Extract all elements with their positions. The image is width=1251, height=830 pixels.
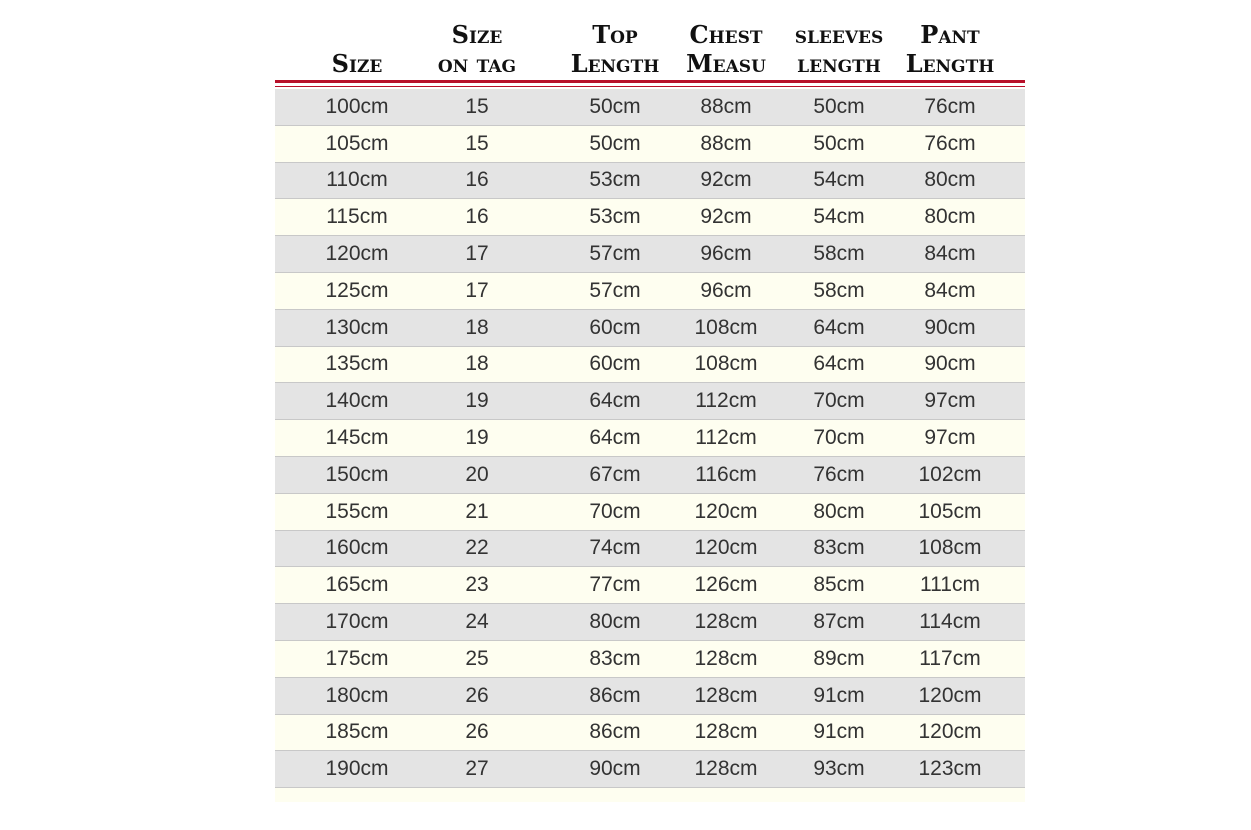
cell-size-on-tag: 17 xyxy=(465,242,489,266)
cell-size-on-tag: 15 xyxy=(465,94,489,118)
cell-top-length: 80cm xyxy=(589,610,641,634)
cell-size-on-tag: 26 xyxy=(465,683,489,707)
cell-size: 105cm xyxy=(325,131,389,155)
cell-size: 100cm xyxy=(325,94,389,118)
cell-size-on-tag: 26 xyxy=(465,720,489,744)
cell-top-length: 60cm xyxy=(589,315,641,339)
cell-size: 120cm xyxy=(325,242,389,266)
cell-pant-length: 97cm xyxy=(924,426,976,450)
column-header-line1: Size xyxy=(331,49,383,78)
cell-size-on-tag: 20 xyxy=(465,462,489,486)
cell-chest-measurement: 116cm xyxy=(695,462,757,486)
cell-top-length: 74cm xyxy=(589,536,641,560)
cell-sleeves-length: 91cm xyxy=(813,683,865,707)
cell-pant-length: 108cm xyxy=(918,536,982,560)
cell-top-length: 50cm xyxy=(589,131,641,155)
cell-size: 130cm xyxy=(325,315,389,339)
cell-sleeves-length: 58cm xyxy=(813,242,865,266)
cell-size: 125cm xyxy=(325,278,389,302)
cell-chest-measurement: 112cm xyxy=(695,426,757,450)
column-header-sleeves-length xyxy=(782,20,897,78)
cell-size: 145cm xyxy=(325,426,389,450)
cell-size: 180cm xyxy=(325,683,389,707)
cell-chest-measurement: 120cm xyxy=(694,536,758,560)
column-header-line1: Pant xyxy=(920,20,980,49)
cell-sleeves-length: 80cm xyxy=(813,499,865,523)
column-header-line1: sleeves xyxy=(794,20,884,49)
cell-chest-measurement: 92cm xyxy=(700,205,752,229)
table-row xyxy=(275,163,1025,200)
table-row xyxy=(275,457,1025,494)
column-header-line2: length xyxy=(797,49,881,78)
cell-top-length: 83cm xyxy=(589,646,641,670)
cell-chest-measurement: 108cm xyxy=(694,315,758,339)
cell-pant-length: 80cm xyxy=(924,168,976,192)
cell-sleeves-length: 58cm xyxy=(813,278,865,302)
cell-sleeves-length: 50cm xyxy=(813,94,865,118)
cell-size-on-tag: 18 xyxy=(465,352,489,376)
table-row xyxy=(275,273,1025,310)
table-row xyxy=(275,531,1025,568)
cell-size: 110cm xyxy=(326,168,388,192)
cell-top-length: 60cm xyxy=(589,352,641,376)
cell-size: 165cm xyxy=(325,573,389,597)
cell-pant-length: 105cm xyxy=(918,499,982,523)
cell-top-length: 50cm xyxy=(589,94,641,118)
table-row xyxy=(275,641,1025,678)
cell-size-on-tag: 19 xyxy=(465,426,489,450)
cell-chest-measurement: 96cm xyxy=(700,242,752,266)
cell-pant-length: 90cm xyxy=(924,352,976,376)
cell-chest-measurement: 112cm xyxy=(695,389,757,413)
cell-sleeves-length: 89cm xyxy=(813,646,865,670)
cell-size: 155cm xyxy=(325,499,389,523)
cell-chest-measurement: 92cm xyxy=(700,168,752,192)
cell-size: 175cm xyxy=(325,646,389,670)
size-chart-header xyxy=(275,18,1025,83)
cell-sleeves-length: 93cm xyxy=(813,757,865,781)
cell-sleeves-length: 70cm xyxy=(813,389,865,413)
cell-top-length: 64cm xyxy=(589,426,641,450)
table-row xyxy=(275,347,1025,384)
cell-top-length: 53cm xyxy=(589,205,641,229)
cell-top-length: 53cm xyxy=(589,168,641,192)
cell-chest-measurement: 88cm xyxy=(700,131,752,155)
column-header-chest-measurement xyxy=(671,20,781,78)
column-header-size xyxy=(287,49,427,78)
table-row xyxy=(275,678,1025,715)
cell-pant-length: 114cm xyxy=(919,610,981,634)
cell-chest-measurement: 88cm xyxy=(700,94,752,118)
cell-sleeves-length: 70cm xyxy=(813,426,865,450)
cell-sleeves-length: 87cm xyxy=(813,610,865,634)
table-row xyxy=(275,126,1025,163)
cell-top-length: 90cm xyxy=(589,757,641,781)
cell-chest-measurement: 108cm xyxy=(694,352,758,376)
cell-sleeves-length: 83cm xyxy=(813,536,865,560)
table-row xyxy=(275,420,1025,457)
cell-pant-length: 76cm xyxy=(924,94,976,118)
cell-sleeves-length: 64cm xyxy=(813,315,865,339)
column-header-line1: Size xyxy=(451,20,503,49)
cell-pant-length: 84cm xyxy=(924,278,976,302)
column-header-line1: Top xyxy=(592,20,638,49)
cell-sleeves-length: 85cm xyxy=(813,573,865,597)
cell-size: 135cm xyxy=(325,352,389,376)
column-header-size-on-tag xyxy=(422,20,532,78)
table-row xyxy=(275,383,1025,420)
cell-size: 185cm xyxy=(325,720,389,744)
cell-chest-measurement: 128cm xyxy=(694,757,758,781)
cell-size: 160cm xyxy=(325,536,389,560)
column-header-line2: on tag xyxy=(437,49,517,78)
cell-size-on-tag: 21 xyxy=(465,499,489,523)
cell-chest-measurement: 120cm xyxy=(694,499,758,523)
cell-size-on-tag: 18 xyxy=(465,315,489,339)
cell-pant-length: 90cm xyxy=(924,315,976,339)
cell-chest-measurement: 128cm xyxy=(694,610,758,634)
cell-top-length: 57cm xyxy=(589,242,641,266)
cell-top-length: 77cm xyxy=(589,573,641,597)
column-header-top-length xyxy=(560,20,670,78)
cell-size-on-tag: 24 xyxy=(465,610,489,634)
table-row xyxy=(275,199,1025,236)
size-chart xyxy=(275,18,1025,802)
table-row xyxy=(275,89,1025,126)
cell-size-on-tag: 19 xyxy=(465,389,489,413)
cell-pant-length: 123cm xyxy=(918,757,982,781)
cell-pant-length: 120cm xyxy=(918,683,982,707)
cell-pant-length: 76cm xyxy=(924,131,976,155)
cell-size-on-tag: 17 xyxy=(465,278,489,302)
column-header-line2: Length xyxy=(905,49,995,78)
cell-pant-length: 120cm xyxy=(918,720,982,744)
cell-top-length: 86cm xyxy=(589,720,641,744)
cell-size: 150cm xyxy=(325,462,389,486)
table-row xyxy=(275,494,1025,531)
cell-top-length: 64cm xyxy=(589,389,641,413)
table-row xyxy=(275,715,1025,752)
cell-pant-length: 80cm xyxy=(924,205,976,229)
cell-size-on-tag: 15 xyxy=(465,131,489,155)
cell-sleeves-length: 50cm xyxy=(813,131,865,155)
cell-sleeves-length: 64cm xyxy=(813,352,865,376)
cell-pant-length: 97cm xyxy=(924,389,976,413)
cell-chest-measurement: 96cm xyxy=(700,278,752,302)
cell-sleeves-length: 54cm xyxy=(813,168,865,192)
cell-top-length: 67cm xyxy=(589,462,641,486)
cell-chest-measurement: 126cm xyxy=(694,573,758,597)
cell-chest-measurement: 128cm xyxy=(694,720,758,744)
cell-size: 170cm xyxy=(325,610,389,634)
cell-pant-length: 111cm xyxy=(920,573,980,597)
cell-sleeves-length: 76cm xyxy=(813,462,865,486)
cell-size-on-tag: 25 xyxy=(465,646,489,670)
cell-pant-length: 102cm xyxy=(918,462,982,486)
cell-size-on-tag: 22 xyxy=(465,536,489,560)
cell-sleeves-length: 91cm xyxy=(813,720,865,744)
column-header-line1: Chest xyxy=(689,20,763,49)
column-header-line2: Length xyxy=(570,49,660,78)
cell-sleeves-length: 54cm xyxy=(813,205,865,229)
table-row xyxy=(275,310,1025,347)
cell-size: 140cm xyxy=(325,389,389,413)
cell-top-length: 86cm xyxy=(589,683,641,707)
size-chart-body xyxy=(275,89,1025,788)
table-row xyxy=(275,567,1025,604)
cell-size: 190cm xyxy=(325,757,389,781)
cell-size-on-tag: 27 xyxy=(465,757,489,781)
table-row xyxy=(275,236,1025,273)
cell-pant-length: 84cm xyxy=(924,242,976,266)
cell-size-on-tag: 23 xyxy=(465,573,489,597)
table-row xyxy=(275,604,1025,641)
column-header-line2: Measu xyxy=(686,49,766,78)
cell-top-length: 57cm xyxy=(589,278,641,302)
cell-size-on-tag: 16 xyxy=(465,168,489,192)
size-chart-footer-band xyxy=(275,788,1025,802)
cell-size: 115cm xyxy=(326,205,388,229)
cell-pant-length: 117cm xyxy=(919,646,981,670)
cell-chest-measurement: 128cm xyxy=(694,646,758,670)
table-row xyxy=(275,751,1025,788)
cell-chest-measurement: 128cm xyxy=(694,683,758,707)
cell-top-length: 70cm xyxy=(589,499,641,523)
column-header-pant-length xyxy=(895,20,1005,78)
cell-size-on-tag: 16 xyxy=(465,205,489,229)
